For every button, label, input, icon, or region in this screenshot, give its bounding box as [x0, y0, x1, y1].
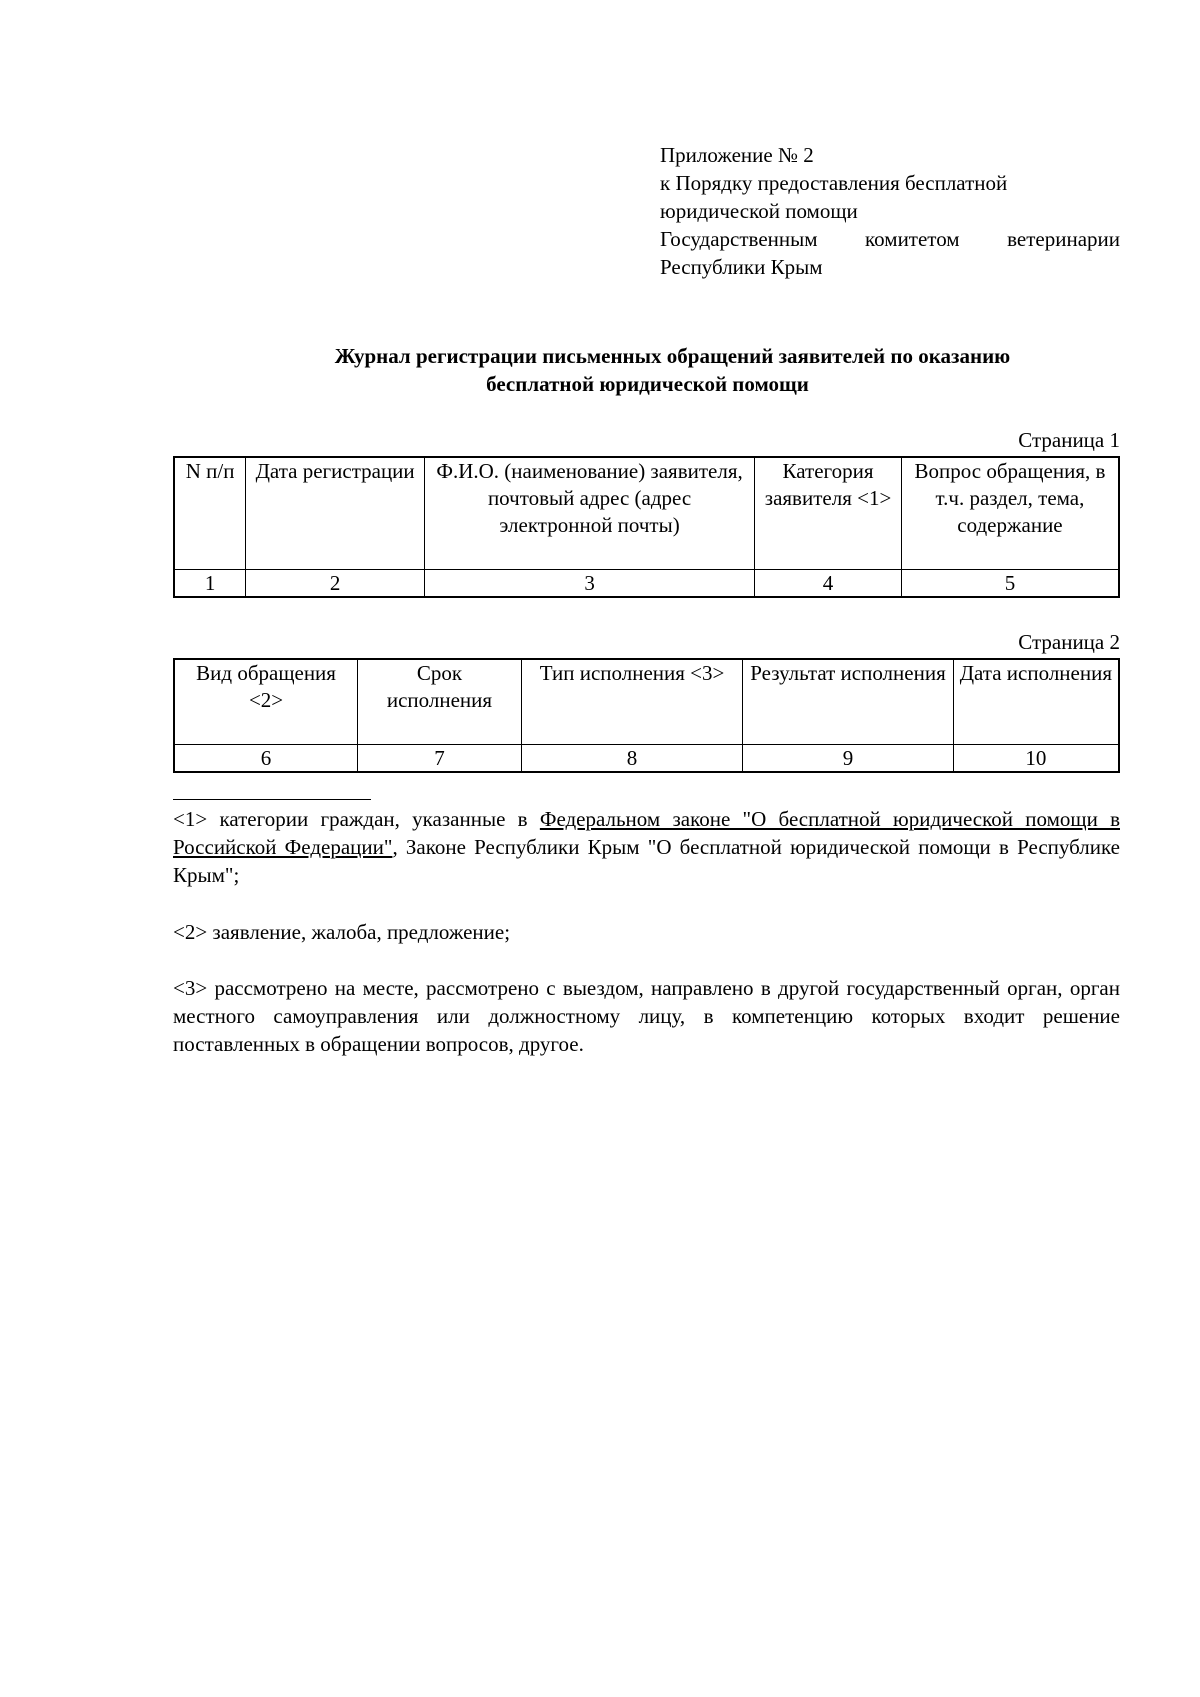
- document-title-line: Журнал регистрации письменных обращений заявителей по оказанию: [334, 344, 1011, 368]
- header-cell: Тип исполнения <3>: [521, 659, 742, 745]
- column-number-cell: 6: [174, 745, 358, 773]
- column-number-cell: 9: [743, 745, 953, 773]
- footnote-divider: [173, 799, 371, 800]
- page-label: Страница 2: [1018, 630, 1120, 654]
- header-cell: Дата регистрации: [246, 457, 425, 570]
- column-number-cell: 4: [755, 570, 902, 598]
- appendix-line: Республики Крым: [660, 255, 823, 279]
- header-cell: Категория заявителя <1>: [755, 457, 902, 570]
- header-cell: Ф.И.О. (наименование) заявителя, почтовый адрес (адрес электронной почты): [425, 457, 755, 570]
- document-title-line: бесплатной юридической помощи: [486, 372, 809, 396]
- federal-law-link[interactable]: Федеральном законе "О бесплатной юридической помощи в Российской Федерации": [173, 807, 1120, 859]
- appendix-line: юридической помощи: [660, 199, 858, 223]
- header-cell: N п/п: [174, 457, 246, 570]
- footnote-text: , Законе Республики Крым "О бесплатной юридической помощи в Республике Крым";: [173, 835, 1120, 887]
- header-cell: Вопрос обращения, в т.ч. раздел, тема, содержание: [901, 457, 1119, 570]
- appendix-line: Государственным комитетом ветеринарии: [660, 227, 1120, 251]
- journal-table-page-2: [173, 658, 1120, 773]
- column-number-cell: 2: [246, 570, 425, 598]
- appendix-line: к Порядку предоставления бесплатной: [660, 171, 1008, 195]
- column-number-cell: 1: [174, 570, 246, 598]
- column-number-cell: 10: [953, 745, 1119, 773]
- header-cell: Результат исполнения: [743, 659, 953, 745]
- header-cell: Дата исполнения: [953, 659, 1119, 745]
- footnote-1: [173, 805, 1120, 889]
- appendix-header: [660, 142, 1120, 282]
- appendix-line: Приложение № 2: [660, 143, 814, 167]
- table-header-row: [174, 457, 1119, 570]
- column-number-cell: 5: [901, 570, 1119, 598]
- footnote-2: <2> заявление, жалоба, предложение;: [173, 920, 511, 944]
- table-number-row: [174, 745, 1119, 773]
- document-title: [175, 342, 1120, 398]
- table-number-row: [174, 570, 1119, 598]
- page-label: Страница 1: [1018, 428, 1120, 452]
- footnote-3: <3> рассмотрено на месте, рассмотрено с выездом, направлено в другой государственный орган, орган местного самоуправления или должностному лицу, в компетенцию которых входит решение поставленных в обращении вопросов, другое.: [173, 976, 1120, 1056]
- table-header-row: [174, 659, 1119, 745]
- footnote-text: <1> категории граждан, указанные в: [173, 807, 540, 831]
- column-number-cell: 3: [425, 570, 755, 598]
- header-cell: Вид обращения <2>: [174, 659, 358, 745]
- journal-table-page-1: [173, 456, 1120, 598]
- header-cell: Срок исполнения: [358, 659, 522, 745]
- column-number-cell: 8: [521, 745, 742, 773]
- column-number-cell: 7: [358, 745, 522, 773]
